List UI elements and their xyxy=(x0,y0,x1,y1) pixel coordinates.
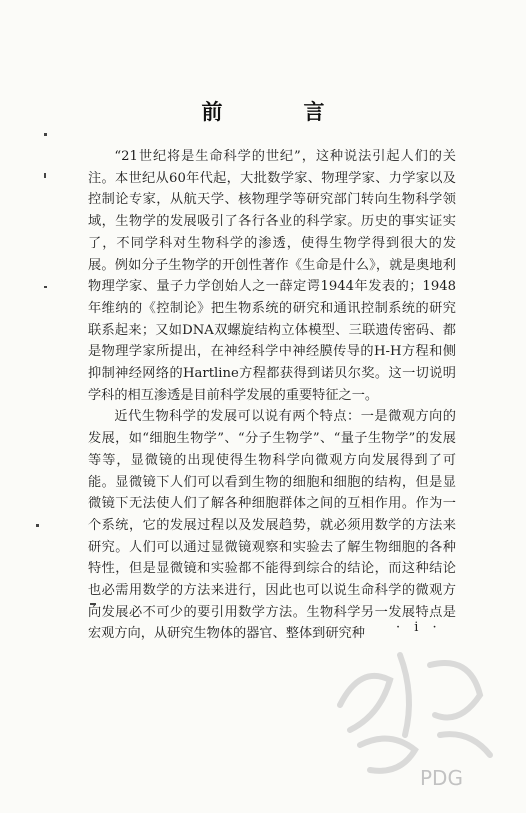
page-number: · i · xyxy=(396,620,442,635)
watermark-text: PDG xyxy=(420,766,463,790)
scan-mark xyxy=(44,173,46,178)
preface-body xyxy=(88,146,456,645)
paragraph-2: 近代生物科学的发展可以说有两个特点：一是微观方向的发展，如“细胞生物学”、“分子生物学”、“量子生物学”的发展等等，显微镜的出现使得生物科学向微观方向发展得到了可能。显微镜下人们可以看到生物的细胞和细胞的结构，但是显微镜下无法使人们了解各种细胞群体之间的互相作用。作为一个系统，它的发展过程以及发展趋势，就必须用数学的方法来研究。人们可以通过显微镜观察和实验去了解生物细胞的各种特性，但是显微镜和实验都不能得到综合的结论，而这种结论也必需用数学的方法来进行，因此也可以说生命科学的微观方向发展必不可少的要引用数学方法。生物科学另一发展特点是宏观方向，从研究生物体的器官、整体到研究种 xyxy=(88,409,456,642)
watermark-seal xyxy=(320,635,506,800)
scan-mark xyxy=(90,603,96,605)
paragraph-1: “21世纪将是生命科学的世纪”，这种说法引起人们的关注。本世纪从60年代起，大批数学家、物理学家、力学家以及控制论专家，从航天学、核物理学等研究部门转向生物科学领域，生物学的发展吸引了各行各业的科学家。历史的事实证实了，不同学科对生物科学的渗透，使得生物学得到很大的发展。例如分子生物学的开创性著作《生命是什么》，就是奥地利物理学家、量子力学创始人之一薛定谔1944年发表的；1948年维纳的《控制论》把生物系统的研究和通讯控制系统的研究联系起来；又如DNA双螺旋结构立体模型、三联遗传密码、都是物理学家所提出，在神经科学中神经膜传导的H-H方程和侧抑制神经网络的Hartline方程都获得到诺贝尔奖。这一切说明学科的相互渗透是目前科学发展的重要特征之一。 xyxy=(88,149,456,403)
scan-mark xyxy=(44,133,47,136)
scan-mark xyxy=(44,286,47,288)
scan-mark xyxy=(36,524,39,527)
page-title: 前 言 xyxy=(201,100,355,124)
